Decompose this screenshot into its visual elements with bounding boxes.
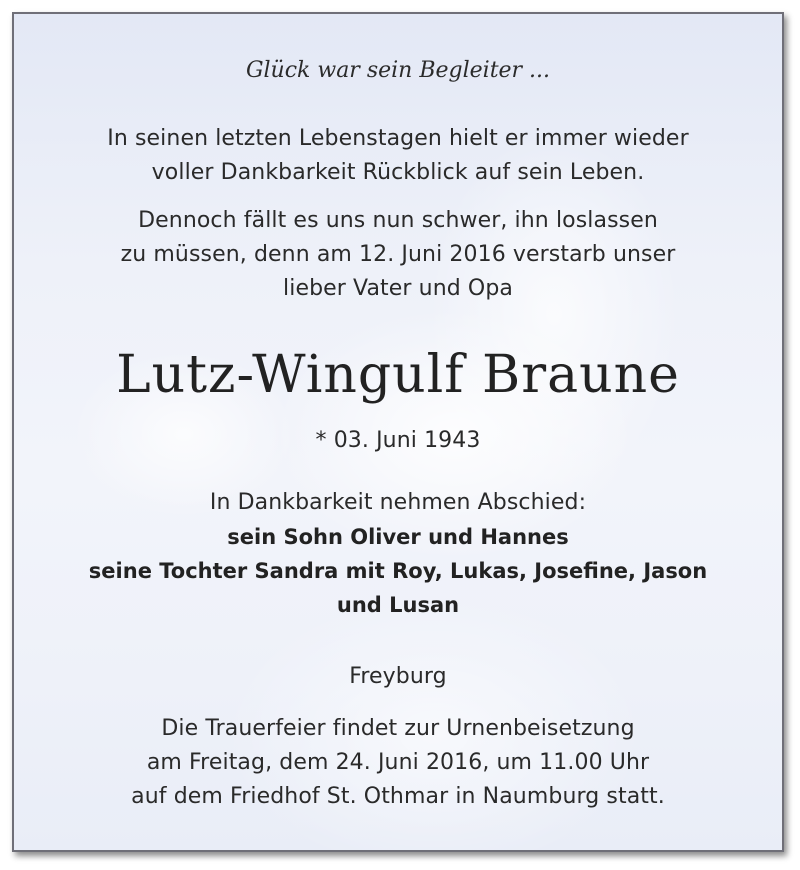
service-paragraph: [14, 712, 782, 814]
mourners-line-1: sein Sohn Oliver und Hannes: [227, 525, 569, 549]
mourners-heading: In Dankbarkeit nehmen Abschied:: [209, 490, 587, 515]
service-line-3: auf dem Friedhof St. Othmar in Naumburg statt.: [131, 784, 665, 809]
intro-line-2: voller Dankbarkeit Rückblick auf sein Leben.: [151, 160, 645, 185]
mourners-list: [14, 520, 782, 622]
intro-paragraph: [14, 122, 782, 190]
place: Freyburg: [349, 664, 447, 689]
announcement-line-3: lieber Vater und Opa: [283, 276, 513, 301]
obituary-notice: [12, 12, 784, 852]
deceased-name: Lutz-Wingulf Braune: [116, 345, 680, 405]
mourners-line-2: seine Tochter Sandra mit Roy, Lukas, Josefine, Jason: [88, 559, 708, 583]
birth-date: * 03. Juni 1943: [315, 428, 481, 453]
motto: Glück war sein Begleiter ...: [245, 58, 551, 83]
service-line-2: am Freitag, dem 24. Juni 2016, um 11.00 Uhr: [146, 750, 650, 775]
mourners-line-3: und Lusan: [336, 593, 460, 617]
service-line-1: Die Trauerfeier findet zur Urnenbeisetzung: [161, 716, 635, 741]
announcement-line-1: Dennoch fällt es uns nun schwer, ihn loslassen: [138, 208, 658, 233]
intro-line-1: In seinen letzten Lebenstagen hielt er immer wieder: [107, 126, 689, 151]
announcement-paragraph: [14, 204, 782, 306]
announcement-line-2: zu müssen, denn am 12. Juni 2016 verstarb unser: [120, 242, 676, 267]
